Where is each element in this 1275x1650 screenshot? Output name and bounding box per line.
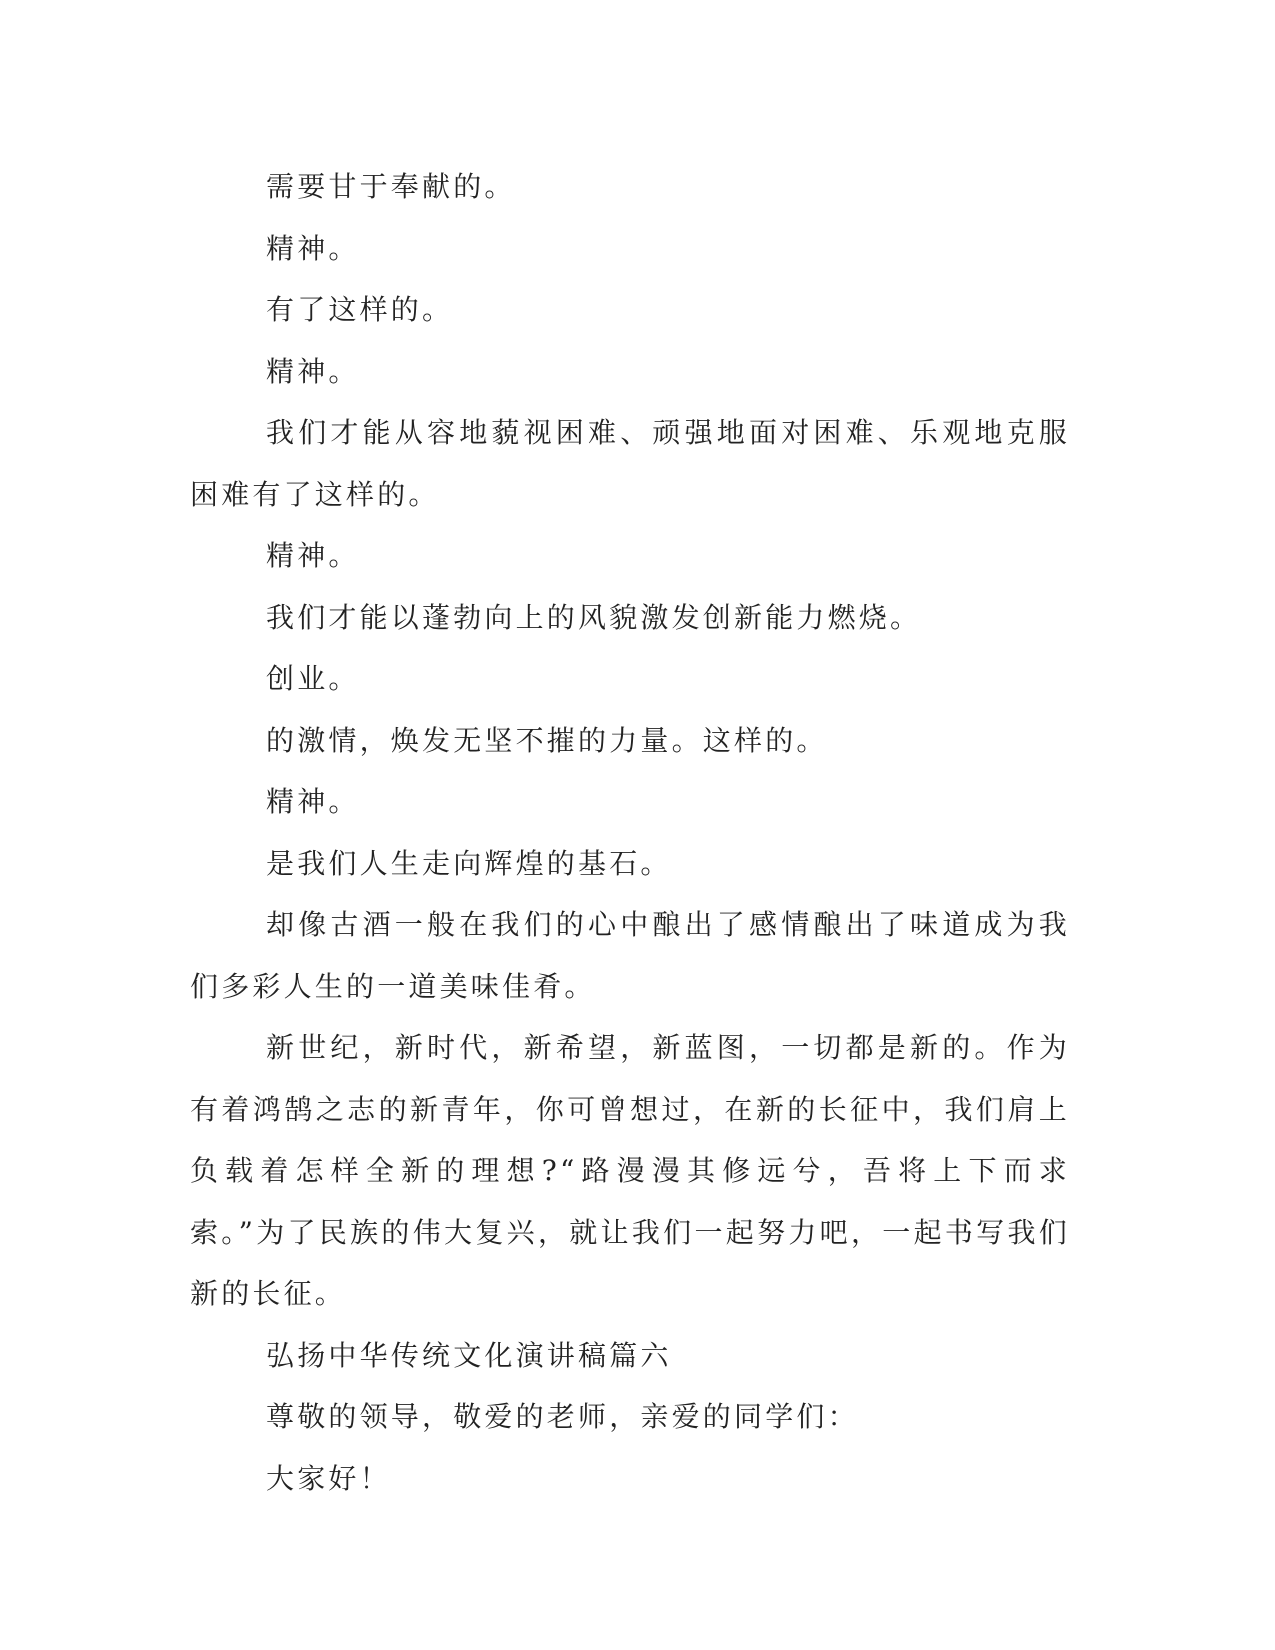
paragraph: 是我们人生走向辉煌的基石。 bbox=[266, 846, 672, 880]
paragraph: 却像古酒一般在我们的心中酿出了感情酿出了味道成为我们多彩人生的一道美味佳肴。 bbox=[190, 908, 1070, 1003]
paragraph: 创业。 bbox=[266, 662, 360, 695]
paragraph: 精神。 bbox=[266, 354, 360, 388]
paragraph: 新世纪，新时代，新希望，新蓝图，一切都是新的。作为有着鸿鹄之志的新青年，你可曾想过，在新的长征中，我们肩上负载着怎样全新的理想?“路漫漫其修远兮，吾将上下而求索。”为了民族的伟大复兴，就让我们一起努力吧，一起书写我们新的长征。 bbox=[190, 1031, 1070, 1310]
paragraph: 的激情，焕发无坚不摧的力量。这样的。 bbox=[266, 723, 828, 757]
paragraph: 我们才能以蓬勃向上的风貌激发创新能力燃烧。 bbox=[266, 600, 922, 634]
paragraph: 需要甘于奉献的。 bbox=[266, 170, 516, 203]
document-body bbox=[190, 156, 1070, 1509]
paragraph: 有了这样的。 bbox=[266, 293, 454, 326]
paragraph: 精神。 bbox=[266, 785, 360, 818]
salutation: 尊敬的领导，敬爱的老师，亲爱的同学们： bbox=[266, 1400, 859, 1433]
paragraph: 精神。 bbox=[266, 231, 360, 265]
section-heading: 弘扬中华传统文化演讲稿篇六 bbox=[266, 1338, 672, 1372]
paragraph: 我们才能从容地藐视困难、顽强地面对困难、乐观地克服困难有了这样的。 bbox=[190, 416, 1070, 511]
greeting: 大家好！ bbox=[266, 1461, 391, 1495]
paragraph: 精神。 bbox=[266, 539, 360, 572]
